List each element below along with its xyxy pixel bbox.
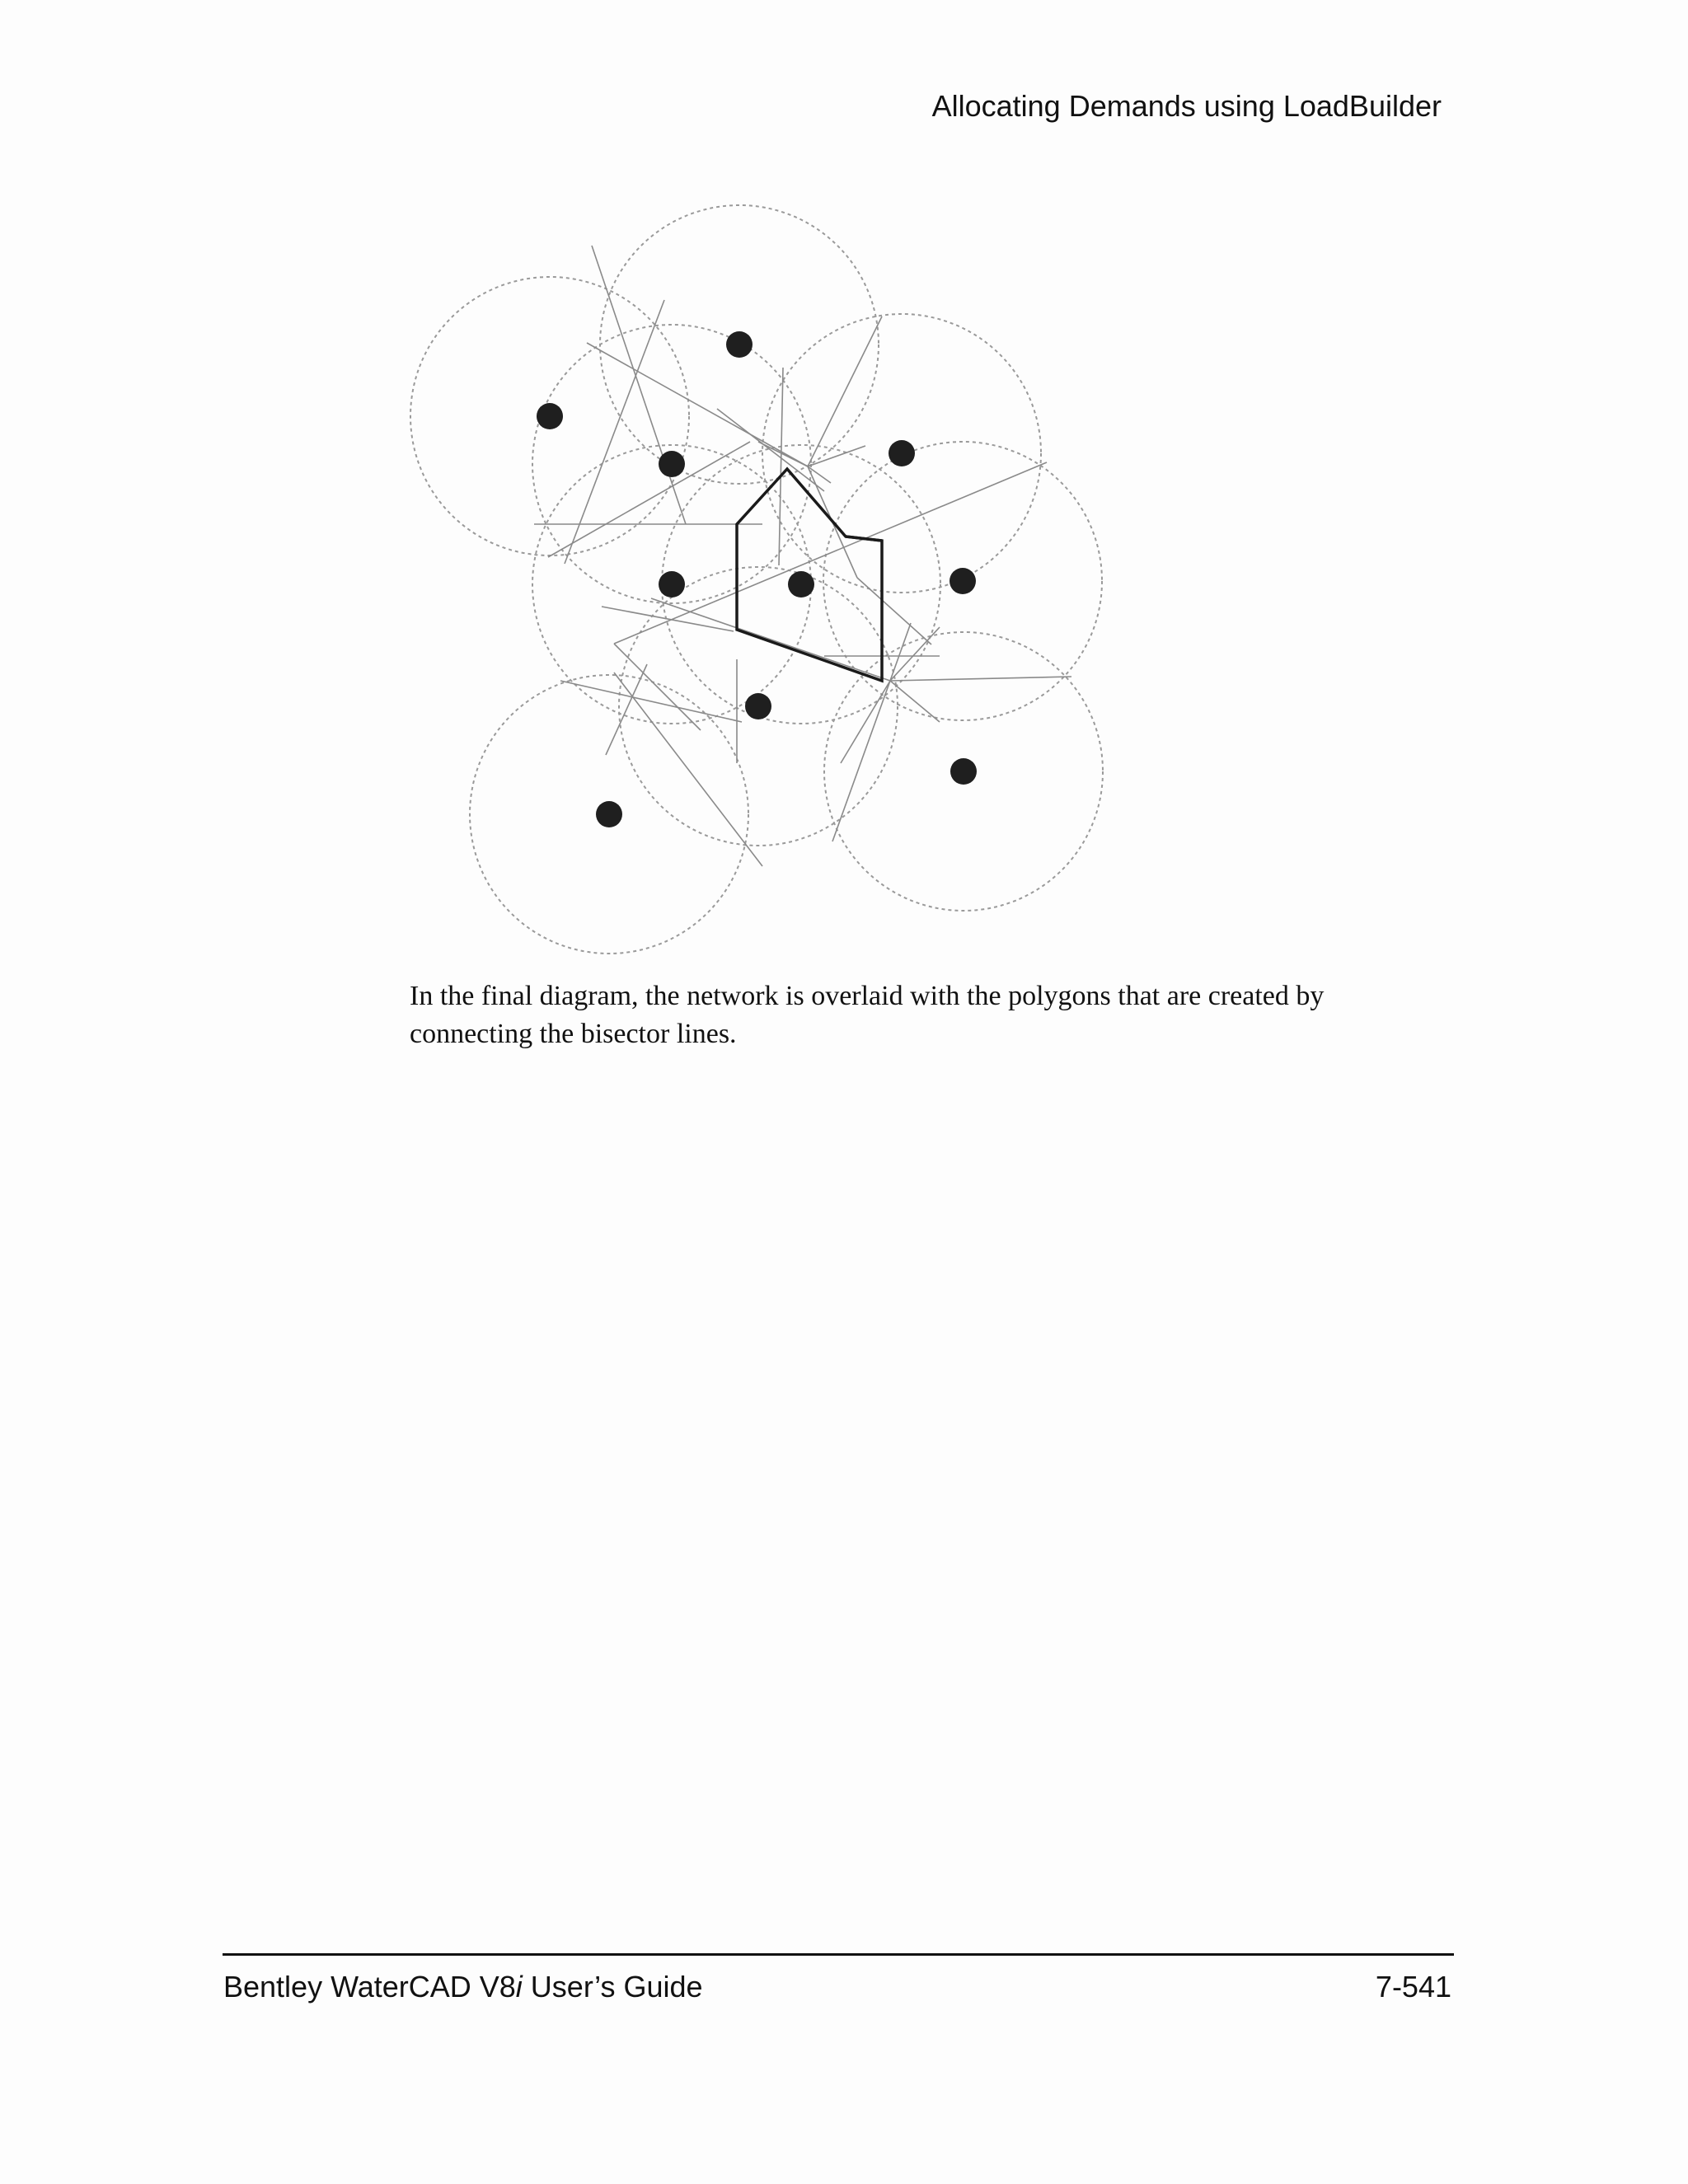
junction-node bbox=[950, 568, 976, 594]
junction-node bbox=[726, 331, 753, 358]
junction-node bbox=[889, 440, 915, 466]
footer-title-prefix: Bentley WaterCAD V8 bbox=[223, 1970, 516, 2004]
bisector-line bbox=[651, 598, 890, 681]
bisector-line bbox=[779, 368, 783, 565]
footer-divider bbox=[223, 1953, 1454, 1956]
junction-node bbox=[745, 693, 771, 719]
junction-node bbox=[596, 801, 622, 827]
junction-node bbox=[659, 451, 685, 477]
bisector-line bbox=[548, 442, 750, 557]
bisector-line bbox=[606, 664, 647, 755]
junction-node bbox=[788, 571, 814, 598]
bisector-line bbox=[602, 607, 734, 631]
footer-guide-title bbox=[223, 1970, 703, 2004]
bisector-line bbox=[890, 627, 940, 681]
polygon-edge bbox=[846, 537, 882, 541]
thiessen-polygon-diagram bbox=[396, 194, 1121, 969]
junction-node bbox=[659, 571, 685, 598]
bisector-line bbox=[614, 673, 762, 866]
bisector-line bbox=[614, 644, 701, 730]
footer-title-italic: i bbox=[515, 1970, 523, 2004]
bisector-line bbox=[614, 462, 1047, 644]
bisector-line bbox=[832, 681, 890, 841]
bisector-line bbox=[560, 681, 742, 722]
bisector-lines bbox=[534, 246, 1071, 866]
caption-paragraph: In the final diagram, the network is overlaid with the polygons that are created by connecting the bisector lines. bbox=[410, 981, 1325, 1049]
junction-node bbox=[537, 403, 563, 429]
bisector-line bbox=[857, 578, 931, 644]
junction-nodes bbox=[537, 331, 977, 827]
radius-circles bbox=[410, 205, 1103, 954]
running-header: Allocating Demands using LoadBuilder bbox=[931, 89, 1442, 123]
footer-title-suffix: User’s Guide bbox=[522, 1970, 703, 2004]
bisector-line bbox=[717, 409, 824, 491]
page-number: 7-541 bbox=[1375, 1970, 1451, 2004]
junction-node bbox=[950, 758, 977, 785]
bisector-line bbox=[890, 677, 1071, 681]
